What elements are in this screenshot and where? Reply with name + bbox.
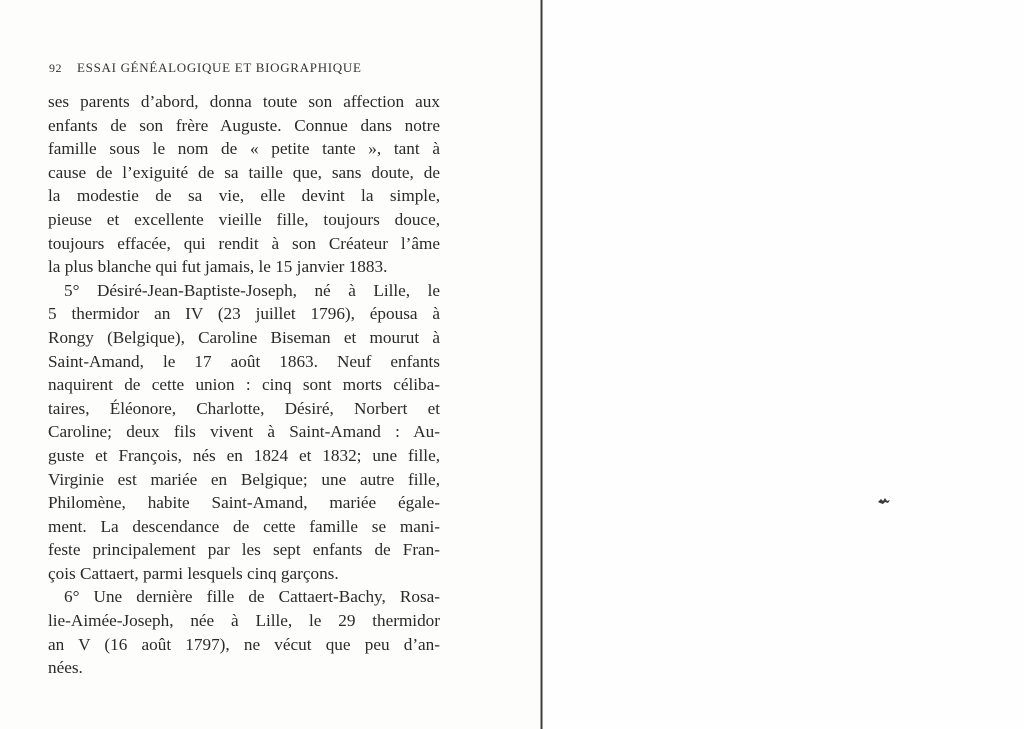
text-line: Virginie est mariée en Belgique; une autre fille, <box>48 469 440 489</box>
text-line: 6° Une dernière fille de Cattaert-Bachy, Rosa- <box>64 587 440 607</box>
text-line: la modestie de sa vie, elle devint la simple, <box>48 186 440 206</box>
text-line: ment. La descendance de cette famille se mani- <box>48 516 440 536</box>
text-line: 5° Désiré-Jean-Baptiste-Joseph, né à Lille, le <box>64 280 440 300</box>
text-line: lie-Aimée-Joseph, née à Lille, le 29 thermidor <box>48 611 440 631</box>
ink-speck <box>877 496 891 506</box>
text-line: cause de l’exiguité de sa taille que, sans doute, de <box>48 162 440 182</box>
text-line: an V (16 août 1797), ne vécut que peu d’an- <box>48 634 440 654</box>
text-line: toujours effacée, qui rendit à son Créateur l’âme <box>48 233 440 253</box>
text-line: nées. <box>48 658 83 678</box>
running-head-title: ESSAI GÉNÉALOGIQUE ET BIOGRAPHIQUE <box>77 60 362 75</box>
text-line: guste et François, nés en 1824 et 1832; une fille, <box>48 445 440 465</box>
text-line: famille sous le nom de « petite tante », tant à <box>48 139 440 159</box>
page-number: 92 <box>49 61 62 75</box>
text-line: feste principalement par les sept enfants de Fran- <box>48 540 440 560</box>
text-line: pieuse et excellente vieille fille, toujours douce, <box>48 209 440 229</box>
text-line: enfants de son frère Auguste. Connue dans notre <box>48 115 440 135</box>
text-line: Saint-Amand, le 17 août 1863. Neuf enfants <box>48 351 440 371</box>
text-line: Rongy (Belgique), Caroline Biseman et mourut à <box>48 327 440 347</box>
text-line: la plus blanche qui fut jamais, le 15 janvier 1883. <box>48 257 388 277</box>
right-page-blank <box>543 0 1024 729</box>
running-head <box>49 60 449 76</box>
text-line: 5 thermidor an IV (23 juillet 1796), épousa à <box>48 304 440 324</box>
text-line: Philomène, habite Saint-Amand, mariée égale- <box>48 493 440 513</box>
body-text <box>48 90 440 680</box>
text-line: çois Cattaert, parmi lesquels cinq garçons. <box>48 563 339 583</box>
text-line: Caroline; deux fils vivent à Saint-Amand : Au- <box>48 422 440 442</box>
text-line: ses parents d’abord, donna toute son affection aux <box>48 92 440 111</box>
text-line: naquirent de cette union : cinq sont morts céliba- <box>48 375 440 395</box>
text-line: taires, Éléonore, Charlotte, Désiré, Norbert et <box>48 398 440 418</box>
